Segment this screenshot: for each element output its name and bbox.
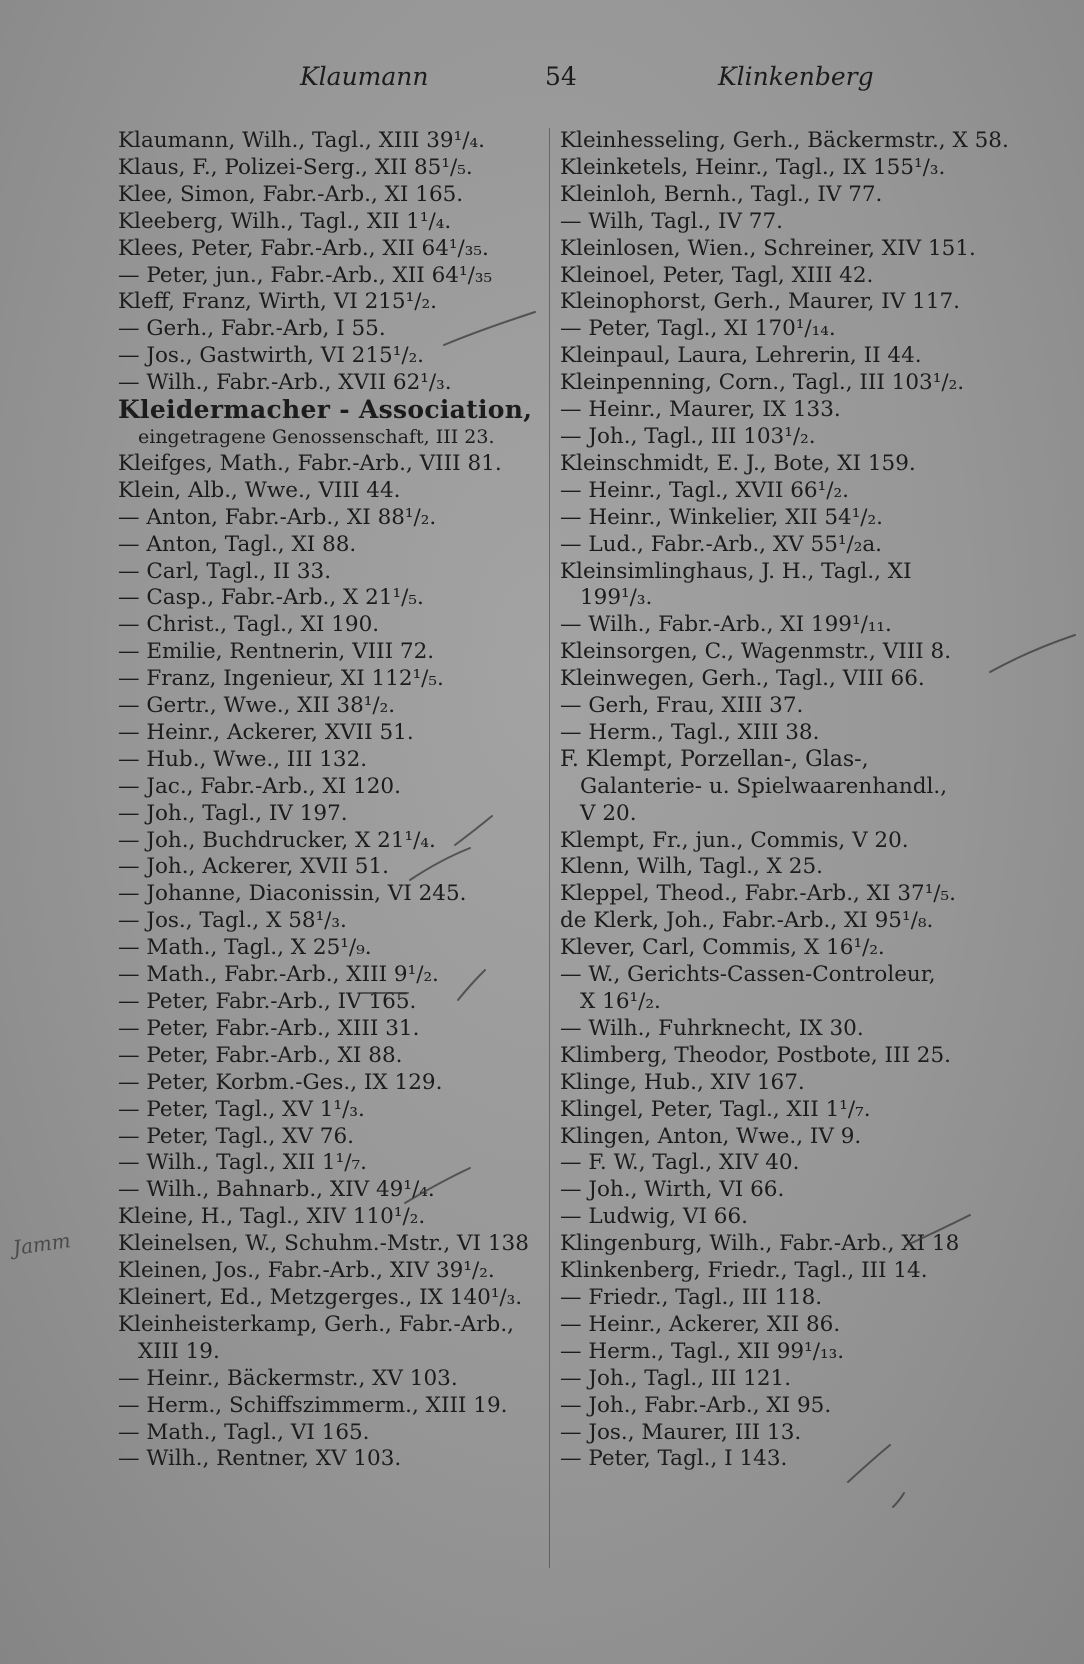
directory-entry: — Wilh., Rentner, XV 103.: [118, 1446, 402, 1472]
directory-entry: — Joh., Wirth, VI 66.: [560, 1177, 785, 1203]
directory-entry-continuation: X 16¹/₂.: [580, 989, 661, 1014]
association-heading: Kleidermacher - Association,: [118, 395, 533, 425]
page-number: 54: [545, 62, 577, 91]
directory-entry: — Joh., Tagl., III 103¹/₂.: [560, 423, 816, 449]
directory-entry: — Joh., Tagl., III 121.: [560, 1365, 792, 1391]
directory-entry: — Anton, Fabr.-Arb., XI 88¹/₂.: [118, 504, 437, 530]
directory-entry: — Heinr., Tagl., XVII 66¹/₂.: [560, 477, 849, 503]
directory-entry: — Heinr., Ackerer, XII 86.: [560, 1311, 841, 1337]
directory-entry: Klempt, Fr., jun., Commis, V 20.: [560, 827, 909, 853]
directory-entry: — Jos., Maurer, III 13.: [560, 1419, 802, 1445]
directory-entry: Kleinschmidt, E. J., Bote, XI 159.: [560, 450, 916, 476]
directory-entry: — Heinr., Maurer, IX 133.: [560, 397, 841, 423]
directory-entry: — Jos., Gastwirth, VI 215¹/₂.: [118, 343, 425, 369]
page-header: [0, 62, 1084, 102]
directory-entry: Klein, Alb., Wwe., VIII 44.: [118, 477, 401, 503]
directory-entry: — Johanne, Diaconissin, VI 245.: [118, 881, 467, 907]
directory-entry: Klees, Peter, Fabr.-Arb., XII 64¹/₃₅.: [118, 235, 489, 261]
association-subheading: eingetragene Genossenschaft, III 23.: [138, 425, 495, 448]
directory-entry: — Wilh., Fabr.-Arb., XVII 62¹/₃.: [118, 370, 452, 396]
header-left-keyword: Klaumann: [300, 62, 429, 91]
directory-entry: — Friedr., Tagl., III 118.: [560, 1284, 823, 1310]
directory-entry: Kleff, Franz, Wirth, VI 215¹/₂.: [118, 289, 437, 315]
directory-entry: Klingen, Anton, Wwe., IV 9.: [560, 1123, 862, 1149]
klempt-advertisement: F. Klempt, Porzellan-, Glas-,: [560, 746, 869, 772]
directory-entry: — Emilie, Rentnerin, VIII 72.: [118, 639, 435, 665]
right-column: [560, 128, 1010, 1473]
directory-entry: Kleinelsen, W., Schuhm.-Mstr., VI 138: [118, 1231, 529, 1257]
left-column: [118, 128, 548, 1473]
directory-entry: — Peter, Fabr.-Arb., IV 165.: [118, 989, 417, 1014]
directory-entry: Kleinpenning, Corn., Tagl., III 103¹/₂.: [560, 370, 965, 396]
directory-entry: — Gerh., Fabr.-Arb, I 55.: [118, 316, 386, 342]
directory-entry: Klingel, Peter, Tagl., XII 1¹/₇.: [560, 1096, 871, 1122]
directory-entry: — Franz, Ingenieur, XI 112¹/₅.: [118, 666, 444, 692]
directory-entry: Klingenburg, Wilh., Fabr.-Arb., XI 18: [560, 1231, 960, 1257]
directory-entry: — Ludwig, VI 66.: [560, 1204, 748, 1230]
directory-entry: Klaumann, Wilh., Tagl., XIII 39¹/₄.: [118, 128, 485, 153]
directory-entry: — Joh., Buchdrucker, X 21¹/₄.: [118, 827, 436, 853]
directory-entry: Kleinwegen, Gerh., Tagl., VIII 66.: [560, 666, 925, 692]
directory-entry: Kleinlosen, Wien., Schreiner, XIV 151.: [560, 235, 976, 261]
directory-entry: — Peter, Tagl., XI 170¹/₁₄.: [560, 316, 836, 342]
directory-entry: Kleifges, Math., Fabr.-Arb., VIII 81.: [118, 450, 502, 476]
directory-entry: Kleine, H., Tagl., XIV 110¹/₂.: [118, 1204, 426, 1230]
directory-entry: — Peter, Fabr.-Arb., XI 88.: [118, 1042, 403, 1068]
directory-entry: — Peter, Tagl., I 143.: [560, 1446, 788, 1472]
directory-entry: — Joh., Ackerer, XVII 51.: [118, 854, 389, 880]
directory-entry: Kleinoel, Peter, Tagl, XIII 42.: [560, 262, 874, 288]
directory-entry: Kleeberg, Wilh., Tagl., XII 1¹/₄.: [118, 208, 452, 234]
directory-entry: Kleinert, Ed., Metzgerges., IX 140¹/₃.: [118, 1284, 523, 1310]
directory-entry: Kleinsimlinghaus, J. H., Tagl., XI: [560, 558, 912, 584]
klempt-advertisement-line: Galanterie- u. Spielwaarenhandl.,: [580, 773, 948, 799]
directory-entry: — Jac., Fabr.-Arb., XI 120.: [118, 773, 401, 799]
klempt-advertisement-line: V 20.: [580, 800, 637, 826]
directory-entry: — Peter, Tagl., XV 1¹/₃.: [118, 1096, 365, 1122]
directory-entry: — Heinr., Bäckermstr., XV 103.: [118, 1365, 458, 1391]
directory-entry-continuation: 199¹/₃.: [580, 585, 653, 611]
directory-entry: — Herm., Tagl., XIII 38.: [560, 719, 820, 745]
directory-entry-continuation: XIII 19.: [138, 1338, 220, 1364]
directory-entry: — Gerh, Frau, XIII 37.: [560, 693, 804, 719]
directory-entry: — Peter, jun., Fabr.-Arb., XII 64¹/₃₅: [118, 262, 493, 288]
directory-entry: Kleinsorgen, C., Wagenmstr., VIII 8.: [560, 639, 952, 665]
directory-entry: Kleppel, Theod., Fabr.-Arb., XI 37¹/₅.: [560, 881, 957, 907]
directory-entry: — Math., Fabr.-Arb., XIII 9¹/₂.: [118, 962, 439, 988]
directory-entry: — Heinr., Winkelier, XII 54¹/₂.: [560, 504, 884, 530]
directory-entry: Klenn, Wilh, Tagl., X 25.: [560, 854, 823, 880]
directory-entry: — Wilh., Fuhrknecht, IX 30.: [560, 1015, 864, 1041]
directory-entry: — W., Gerichts-Cassen-Controleur,: [560, 962, 936, 988]
directory-entry: — Wilh., Bahnarb., XIV 49¹/₄.: [118, 1177, 435, 1203]
directory-entry: — Wilh, Tagl., IV 77.: [560, 208, 783, 234]
directory-entry: — Peter, Korbm.-Ges., IX 129.: [118, 1069, 443, 1095]
directory-entry: Kleinheisterkamp, Gerh., Fabr.-Arb.,: [118, 1311, 514, 1337]
directory-entry: — Math., Tagl., VI 165.: [118, 1419, 370, 1445]
directory-entry: Klinge, Hub., XIV 167.: [560, 1069, 805, 1095]
directory-entry: Kleinpaul, Laura, Lehrerin, II 44.: [560, 343, 922, 369]
directory-entry: — Herm., Tagl., XII 99¹/₁₃.: [560, 1338, 845, 1364]
directory-entry: Klever, Carl, Commis, X 16¹/₂.: [560, 935, 885, 961]
directory-entry: — Math., Tagl., X 25¹/₉.: [118, 935, 372, 961]
directory-entry: — Peter, Fabr.-Arb., XIII 31.: [118, 1015, 420, 1041]
directory-entry: — F. W., Tagl., XIV 40.: [560, 1150, 800, 1176]
directory-entry: — Christ., Tagl., XI 190.: [118, 612, 380, 638]
directory-entry: — Gertr., Wwe., XII 38¹/₂.: [118, 693, 396, 719]
directory-entry: — Peter, Tagl., XV 76.: [118, 1123, 354, 1149]
directory-entry: — Casp., Fabr.-Arb., X 21¹/₅.: [118, 585, 424, 611]
directory-entry: Klaus, F., Polizei-Serg., XII 85¹/₅.: [118, 154, 473, 180]
directory-entry: — Carl, Tagl., II 33.: [118, 558, 332, 584]
directory-entry: — Hub., Wwe., III 132.: [118, 746, 368, 772]
pencil-check-mark: [893, 1493, 904, 1507]
directory-entry: Klee, Simon, Fabr.-Arb., XI 165.: [118, 181, 464, 207]
directory-entry: — Anton, Tagl., XI 88.: [118, 531, 357, 557]
directory-entry: Klinkenberg, Friedr., Tagl., III 14.: [560, 1258, 928, 1284]
column-divider: [549, 128, 550, 1568]
directory-entry: — Joh., Tagl., IV 197.: [118, 800, 348, 826]
directory-entry: — Joh., Fabr.-Arb., XI 95.: [560, 1392, 832, 1418]
directory-entry: — Herm., Schiffszimmerm., XIII 19.: [118, 1392, 508, 1418]
directory-entry: — Jos., Tagl., X 58¹/₃.: [118, 908, 347, 934]
directory-entry: — Heinr., Ackerer, XVII 51.: [118, 719, 414, 745]
header-right-keyword: Klinkenberg: [718, 62, 874, 91]
margin-note: Jamm: [11, 1228, 73, 1260]
directory-entry: Kleinen, Jos., Fabr.-Arb., XIV 39¹/₂.: [118, 1258, 495, 1284]
directory-entry: Kleinloh, Bernh., Tagl., IV 77.: [560, 181, 883, 207]
directory-entry: — Wilh., Tagl., XII 1¹/₇.: [118, 1150, 367, 1176]
directory-entry: Kleinketels, Heinr., Tagl., IX 155¹/₃.: [560, 154, 946, 180]
directory-entry: Klimberg, Theodor, Postbote, III 25.: [560, 1042, 951, 1068]
directory-entry: — Wilh., Fabr.-Arb., XI 199¹/₁₁.: [560, 612, 892, 638]
directory-entry: Kleinophorst, Gerh., Maurer, IV 117.: [560, 289, 961, 315]
directory-entry: — Lud., Fabr.-Arb., XV 55¹/₂a.: [560, 531, 883, 557]
directory-entry: de Klerk, Joh., Fabr.-Arb., XI 95¹/₈.: [560, 908, 934, 934]
directory-entry: Kleinhesseling, Gerh., Bäckermstr., X 58.: [560, 128, 1009, 153]
